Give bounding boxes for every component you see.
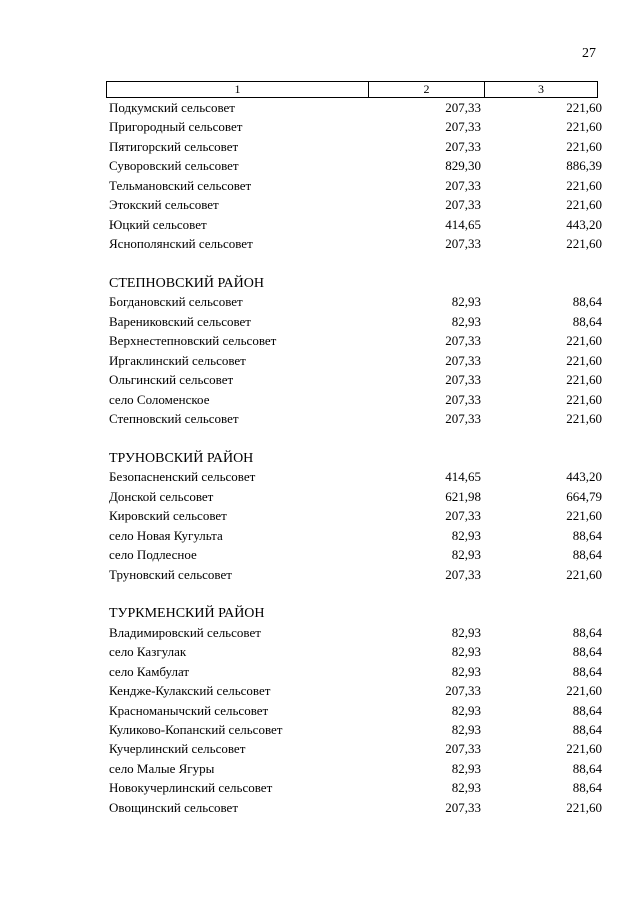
value-col-3: 88,64	[572, 702, 602, 718]
settlement-name: село Соломенское	[109, 391, 210, 407]
table-row	[0, 370, 640, 389]
table-row	[0, 409, 640, 428]
value-col-3: 221,60	[566, 236, 602, 252]
table-row	[0, 156, 640, 175]
settlement-name: Юцкий сельсовет	[109, 216, 207, 232]
table-row	[0, 778, 640, 797]
table-row	[0, 681, 640, 700]
value-col-3: 886,39	[566, 158, 602, 174]
settlement-name: Красноманычский сельсовет	[109, 702, 269, 718]
value-col-2: 207,33	[445, 236, 481, 252]
value-col-3: 88,64	[572, 547, 602, 563]
column-header-3: 3	[538, 82, 544, 96]
district-heading	[0, 448, 640, 467]
table-row	[0, 739, 640, 758]
value-col-2: 207,33	[445, 411, 481, 426]
value-col-2: 82,93	[451, 702, 481, 718]
value-col-2: 207,33	[445, 372, 481, 388]
settlement-name: Суворовский сельсовет	[109, 158, 239, 174]
settlement-name: Владимировский сельсовет	[109, 624, 261, 640]
value-col-2: 207,33	[445, 799, 481, 815]
value-col-3: 88,64	[572, 527, 602, 543]
settlement-name: Пятигорский сельсовет	[109, 138, 239, 154]
value-col-2: 207,33	[445, 333, 481, 349]
value-col-3: 221,60	[566, 566, 602, 582]
table-row	[0, 351, 640, 370]
table-row	[0, 195, 640, 214]
district-title: ТУРКМЕНСКИЙ РАЙОН	[109, 606, 265, 622]
value-col-2: 207,33	[445, 352, 481, 368]
value-col-2: 207,33	[445, 683, 481, 699]
value-col-2: 82,93	[451, 663, 481, 679]
column-header-2: 2	[369, 82, 485, 97]
value-col-3: 221,60	[566, 799, 602, 815]
settlement-name: Яснополянский сельсовет	[109, 236, 253, 252]
settlement-name: Богдановский сельсовет	[109, 294, 243, 310]
settlement-name: Тельмановский сельсовет	[109, 177, 252, 193]
table-row	[0, 234, 640, 253]
table-row	[0, 487, 640, 506]
value-col-3: 88,64	[572, 644, 602, 660]
table-header	[106, 81, 598, 98]
settlement-name: Верхнестепновский сельсовет	[109, 333, 277, 349]
value-col-2: 82,93	[451, 780, 481, 796]
settlement-name: село Подлесное	[109, 547, 197, 563]
value-col-3: 221,60	[566, 197, 602, 213]
settlement-name: Донской сельсовет	[109, 488, 214, 504]
district-title: СТЕПНОВСКИЙ РАЙОН	[109, 275, 264, 291]
table-body	[0, 98, 640, 817]
value-col-2: 207,33	[445, 177, 481, 193]
page-number: 27	[582, 46, 596, 61]
settlement-name: Варениковский сельсовет	[109, 313, 251, 329]
settlement-name: Кучерлинский сельсовет	[109, 741, 246, 757]
value-col-3: 88,64	[572, 294, 602, 310]
settlement-name: Этокский сельсовет	[109, 197, 219, 213]
value-col-2: 207,33	[445, 197, 481, 213]
value-col-2: 82,93	[451, 624, 481, 640]
table-row	[0, 759, 640, 778]
value-col-3: 88,64	[572, 760, 602, 776]
settlement-name: Пригородный сельсовет	[109, 119, 243, 135]
value-col-3: 221,60	[566, 683, 602, 699]
table-row	[0, 312, 640, 331]
settlement-name: Степновский сельсовет	[109, 411, 239, 426]
table-row	[0, 623, 640, 642]
value-col-3: 88,64	[572, 313, 602, 329]
value-col-3: 443,20	[566, 216, 602, 232]
table-row	[0, 798, 640, 817]
settlement-name: Овощинский сельсовет	[109, 799, 239, 815]
value-col-3: 88,64	[572, 663, 602, 679]
table-row	[0, 701, 640, 720]
table-row	[0, 565, 640, 584]
value-col-3: 221,60	[566, 352, 602, 368]
settlement-name: Подкумский сельсовет	[109, 100, 235, 115]
value-col-3: 221,60	[566, 741, 602, 757]
value-col-2: 207,33	[445, 566, 481, 582]
value-col-3: 221,60	[566, 508, 602, 524]
table-row	[0, 98, 640, 117]
settlement-name: Кировский сельсовет	[109, 508, 227, 524]
value-col-3: 221,60	[566, 177, 602, 193]
value-col-3: 221,60	[566, 100, 602, 115]
value-col-3: 88,64	[572, 722, 602, 737]
value-col-3: 221,60	[566, 333, 602, 349]
settlement-name: село Малые Ягуры	[109, 760, 215, 776]
column-header-1: 1	[107, 82, 369, 97]
value-col-2: 82,93	[451, 294, 481, 310]
table-row	[0, 720, 640, 739]
table-row	[0, 331, 640, 350]
value-col-2: 82,93	[451, 313, 481, 329]
settlement-name: Безопасненский сельсовет	[109, 469, 256, 485]
value-col-2: 82,93	[451, 527, 481, 543]
table-row	[0, 642, 640, 661]
table-row	[0, 467, 640, 486]
value-col-3: 221,60	[566, 119, 602, 135]
value-col-2: 414,65	[445, 469, 481, 485]
value-col-2: 82,93	[451, 644, 481, 660]
value-col-3: 88,64	[572, 780, 602, 796]
section-spacer	[0, 254, 640, 273]
settlement-name: село Казгулак	[109, 644, 187, 660]
value-col-2: 82,93	[451, 547, 481, 563]
value-col-3: 221,60	[566, 372, 602, 388]
value-col-3: 221,60	[566, 411, 602, 426]
value-col-2: 82,93	[451, 722, 481, 737]
value-col-2: 829,30	[445, 158, 481, 174]
table-row	[0, 176, 640, 195]
settlement-name: Труновский сельсовет	[109, 566, 232, 582]
settlement-name: Новокучерлинский сельсовет	[109, 780, 273, 796]
settlement-name: Ольгинский сельсовет	[109, 372, 234, 388]
table-row	[0, 545, 640, 564]
table-row	[0, 117, 640, 136]
table-row	[0, 390, 640, 409]
value-col-3: 88,64	[572, 624, 602, 640]
settlement-name: село Новая Кугульта	[109, 527, 223, 543]
settlement-name: Куликово-Копанский сельсовет	[109, 722, 283, 737]
district-heading	[0, 273, 640, 292]
table-row	[0, 137, 640, 156]
table-row	[0, 662, 640, 681]
section-spacer	[0, 428, 640, 447]
section-spacer	[0, 584, 640, 603]
table-row	[0, 506, 640, 525]
district-title: ТРУНОВСКИЙ РАЙОН	[109, 450, 254, 466]
district-heading	[0, 603, 640, 622]
settlement-name: село Камбулат	[109, 663, 190, 679]
value-col-2: 207,33	[445, 508, 481, 524]
settlement-name: Кендже-Кулакский сельсовет	[109, 683, 271, 699]
value-col-2: 207,33	[445, 119, 481, 135]
value-col-2: 207,33	[445, 741, 481, 757]
value-col-3: 664,79	[566, 488, 602, 504]
value-col-3: 443,20	[566, 469, 602, 485]
value-col-3: 221,60	[566, 391, 602, 407]
value-col-3: 221,60	[566, 138, 602, 154]
table-row	[0, 526, 640, 545]
value-col-2: 82,93	[451, 760, 481, 776]
value-col-2: 621,98	[445, 488, 481, 504]
table-row	[0, 215, 640, 234]
value-col-2: 414,65	[445, 216, 481, 232]
value-col-2: 207,33	[445, 391, 481, 407]
settlement-name: Иргаклинский сельсовет	[109, 352, 246, 368]
value-col-2: 207,33	[445, 138, 481, 154]
table-row	[0, 292, 640, 311]
value-col-2: 207,33	[445, 100, 481, 115]
